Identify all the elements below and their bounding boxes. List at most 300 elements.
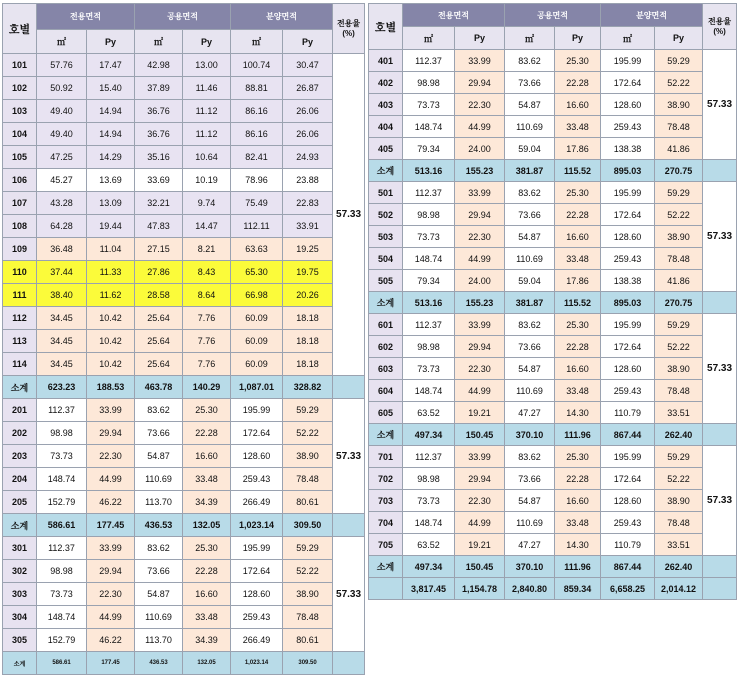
sale-py: 41.86 [655,138,703,160]
unit-number: 112 [3,307,37,330]
common-sqm: 83.62 [135,537,183,560]
common-sqm: 370.10 [505,424,555,446]
sqm-header: ㎡ [505,27,555,50]
sale-sqm: 128.60 [231,445,283,468]
sale-py: 309.50 [283,652,333,675]
exclusive-py: 44.99 [87,468,135,491]
unit-row [3,100,365,123]
common-sqm: 83.62 [505,182,555,204]
py-header: Py [87,30,135,54]
exclusive-py: 17.47 [87,54,135,77]
sale-sqm: 259.43 [231,468,283,491]
exclusive-sqm: 497.34 [403,424,455,446]
common-sqm: 83.62 [505,446,555,468]
unit-row [369,336,737,358]
exclusive-py: 29.94 [455,336,505,358]
sale-sqm: 867.44 [601,556,655,578]
common-py: 22.28 [555,72,601,94]
unit-number: 203 [3,445,37,468]
common-sqm: 113.70 [135,629,183,652]
common-py: 22.28 [183,560,231,583]
sale-sqm: 128.60 [601,490,655,512]
unit-number: 502 [369,204,403,226]
subtotal-row [369,424,737,446]
subtotal-ratio-blank [333,514,365,537]
exclusive-py: 11.62 [87,284,135,307]
common-py: 33.48 [183,468,231,491]
subtotal-row [3,514,365,537]
exclusive-py: 29.94 [455,204,505,226]
common-py: 16.60 [183,445,231,468]
common-sqm: 42.98 [135,54,183,77]
exclusive-py: 11.33 [87,261,135,284]
sale-sqm: 66.98 [231,284,283,307]
sale-py: 59.29 [655,50,703,72]
exclusive-sqm: 513.16 [403,292,455,314]
unit-number: 501 [369,182,403,204]
unit-row [3,215,365,238]
unit-number: 104 [3,123,37,146]
common-py: 10.19 [183,169,231,192]
sale-py: 23.88 [283,169,333,192]
sale-py: 78.48 [283,468,333,491]
unit-number: 205 [3,491,37,514]
exclusive-sqm: 98.98 [37,560,87,583]
exclusive-sqm: 148.74 [37,606,87,629]
unit-number: 505 [369,270,403,292]
unit-row [3,169,365,192]
common-sqm: 54.87 [505,94,555,116]
exclusive-sqm: 148.74 [403,248,455,270]
common-sqm: 54.87 [505,226,555,248]
exclusive-py: 29.94 [455,72,505,94]
exclusive-sqm: 148.74 [403,116,455,138]
common-sqm: 27.15 [135,238,183,261]
common-py: 16.60 [555,490,601,512]
common-sqm: 47.83 [135,215,183,238]
right-area-table [368,3,737,600]
unit-row [3,468,365,491]
subtotal-label: 소계 [3,376,37,399]
common-sqm: 381.87 [505,160,555,182]
exclusive-py: 29.94 [455,468,505,490]
common-sqm: 2,840.80 [505,578,555,600]
sale-sqm: 867.44 [601,424,655,446]
exclusive-py: 10.42 [87,330,135,353]
exclusive-py: 1,154.78 [455,578,505,600]
common-sqm: 25.64 [135,307,183,330]
sale-sqm: 138.38 [601,138,655,160]
unit-number: 605 [369,402,403,424]
left-table-body [3,4,365,675]
common-py: 132.05 [183,652,231,675]
exclusive-sqm: 152.79 [37,491,87,514]
unit-row [369,116,737,138]
py-header: Py [655,27,703,50]
exclusive-py: 44.99 [455,248,505,270]
unit-number: 305 [3,629,37,652]
unit-row [3,261,365,284]
unit-number: 101 [3,54,37,77]
exclusive-py: 29.94 [87,422,135,445]
sale-py: 270.75 [655,160,703,182]
unit-number: 602 [369,336,403,358]
sale-sqm: 259.43 [231,606,283,629]
common-py: 16.60 [555,358,601,380]
common-sqm: 36.76 [135,123,183,146]
exclusive-sqm: 98.98 [37,422,87,445]
sale-py: 52.22 [283,560,333,583]
subtotal-label: 소계 [369,556,403,578]
sale-sqm: 259.43 [601,248,655,270]
sale-sqm: 195.99 [231,537,283,560]
sale-sqm: 895.03 [601,160,655,182]
unit-row [3,629,365,652]
sale-py: 30.47 [283,54,333,77]
common-py: 7.76 [183,353,231,376]
sale-py: 59.29 [283,537,333,560]
common-sqm: 370.10 [505,556,555,578]
exclusive-py: 24.00 [455,138,505,160]
common-sqm: 73.66 [505,468,555,490]
unit-row [369,94,737,116]
common-py: 8.21 [183,238,231,261]
sale-py: 270.75 [655,292,703,314]
sale-sqm: 259.43 [601,380,655,402]
common-sqm: 32.21 [135,192,183,215]
subtotal-label: 소계 [3,514,37,537]
common-py: 111.96 [555,424,601,446]
common-sqm: 36.76 [135,100,183,123]
unit-row [369,138,737,160]
common-py: 22.28 [183,422,231,445]
exclusive-sqm: 36.48 [37,238,87,261]
exclusive-py: 14.29 [87,146,135,169]
exclusive-sqm: 34.45 [37,307,87,330]
sale-py: 59.29 [655,446,703,468]
sale-py: 59.29 [283,399,333,422]
sale-py: 52.22 [655,72,703,94]
common-sqm: 25.64 [135,330,183,353]
subtotal-label: 소계 [3,652,37,675]
sale-py: 52.22 [655,336,703,358]
exclusive-py: 46.22 [87,491,135,514]
common-py: 16.60 [183,583,231,606]
unit-row [369,490,737,512]
right-header-row-1 [369,4,737,27]
exclusive-sqm: 49.40 [37,123,87,146]
sale-sqm: 128.60 [231,583,283,606]
unit-row [369,468,737,490]
exclusive-ratio: 57.33 [703,182,737,292]
exclusive-py: 22.30 [87,445,135,468]
unit-row [369,72,737,94]
common-sqm: 110.69 [505,380,555,402]
exclusive-py: 14.94 [87,123,135,146]
unit-row [369,358,737,380]
subtotal-ratio-blank [333,652,365,675]
unit-number: 107 [3,192,37,215]
subtotal-ratio-blank [333,376,365,399]
common-sqm: 73.66 [135,422,183,445]
sale-py: 78.48 [655,512,703,534]
unit-number: 301 [3,537,37,560]
common-py: 25.30 [555,314,601,336]
unit-row [369,204,737,226]
exclusive-sqm: 63.52 [403,534,455,556]
sale-py: 24.93 [283,146,333,169]
exclusive-py: 33.99 [87,399,135,422]
common-sqm: 73.66 [135,560,183,583]
common-sqm: 73.66 [505,204,555,226]
exclusive-py: 15.40 [87,77,135,100]
unit-row [369,270,737,292]
common-py: 33.48 [555,248,601,270]
sale-sqm: 138.38 [601,270,655,292]
sale-py: 22.83 [283,192,333,215]
common-sqm: 35.16 [135,146,183,169]
unit-row [3,123,365,146]
exclusive-py: 10.42 [87,307,135,330]
sale-py: 38.90 [655,490,703,512]
exclusive-sqm: 148.74 [37,468,87,491]
common-sqm: 54.87 [135,445,183,468]
common-sqm: 73.66 [505,72,555,94]
unit-row [3,192,365,215]
sale-py: 33.91 [283,215,333,238]
common-py: 22.28 [555,336,601,358]
exclusive-sqm: 3,817.45 [403,578,455,600]
exclusive-py: 177.45 [87,514,135,537]
unit-number: 703 [369,490,403,512]
common-py: 17.86 [555,270,601,292]
common-py: 14.30 [555,402,601,424]
exclusive-py: 22.30 [455,226,505,248]
sale-py: 38.90 [283,583,333,606]
sale-sqm: 82.41 [231,146,283,169]
exclusive-sqm: 63.52 [403,402,455,424]
left-header-row-1 [3,4,365,30]
unit-number: 202 [3,422,37,445]
unit-number: 113 [3,330,37,353]
unit-row [369,50,737,72]
exclusive-sqm: 43.28 [37,192,87,215]
exclusive-sqm: 34.45 [37,330,87,353]
exclusive-sqm: 34.45 [37,353,87,376]
py-header: Py [183,30,231,54]
unit-row [369,512,737,534]
sale-py: 18.18 [283,353,333,376]
exclusive-ratio: 57.33 [333,54,365,376]
sale-py: 26.87 [283,77,333,100]
exclusive-py: 150.45 [455,556,505,578]
sale-sqm: 195.99 [601,314,655,336]
common-sqm: 463.78 [135,376,183,399]
unit-row [3,238,365,261]
exclusive-py: 33.99 [455,314,505,336]
sale-sqm: 6,658.25 [601,578,655,600]
unit-number: 604 [369,380,403,402]
sale-py: 19.75 [283,261,333,284]
common-py: 7.76 [183,307,231,330]
sqm-header: ㎡ [135,30,183,54]
sale-sqm: 60.09 [231,330,283,353]
common-py: 11.46 [183,77,231,100]
common-sqm: 110.69 [135,468,183,491]
common-py: 8.43 [183,261,231,284]
exclusive-area-header: 전용면적 [403,4,505,27]
unit-row [369,226,737,248]
unit-number: 701 [369,446,403,468]
sqm-header: ㎡ [601,27,655,50]
common-sqm: 83.62 [135,399,183,422]
common-sqm: 33.69 [135,169,183,192]
unit-row [3,399,365,422]
common-sqm: 25.64 [135,353,183,376]
exclusive-py: 24.00 [455,270,505,292]
unit-number: 504 [369,248,403,270]
unit-row [3,54,365,77]
sale-py: 38.90 [655,358,703,380]
exclusive-sqm: 152.79 [37,629,87,652]
exclusive-py: 29.94 [87,560,135,583]
sale-sqm: 75.49 [231,192,283,215]
common-py: 22.28 [555,204,601,226]
exclusive-py: 44.99 [87,606,135,629]
exclusive-sqm: 98.98 [403,468,455,490]
sale-py: 52.22 [655,468,703,490]
sale-py: 26.06 [283,123,333,146]
sale-sqm: 88.81 [231,77,283,100]
subtotal-row [369,292,737,314]
exclusive-sqm: 112.37 [403,314,455,336]
sale-py: 38.90 [283,445,333,468]
py-header: Py [555,27,601,50]
exclusive-sqm: 148.74 [403,512,455,534]
sale-py: 262.40 [655,424,703,446]
exclusive-sqm: 37.44 [37,261,87,284]
common-py: 115.52 [555,160,601,182]
exclusive-py: 33.99 [87,537,135,560]
exclusive-py: 33.99 [455,182,505,204]
subtotal-row [369,160,737,182]
sale-sqm: 65.30 [231,261,283,284]
sale-py: 52.22 [283,422,333,445]
unit-row [369,402,737,424]
sale-py: 78.48 [283,606,333,629]
sale-sqm: 128.60 [601,94,655,116]
sale-sqm: 128.60 [601,226,655,248]
exclusive-sqm: 112.37 [403,182,455,204]
exclusive-py: 46.22 [87,629,135,652]
unit-number: 404 [369,116,403,138]
exclusive-sqm: 112.37 [37,399,87,422]
sale-sqm: 172.64 [601,468,655,490]
common-py: 34.39 [183,629,231,652]
sale-sqm: 86.16 [231,123,283,146]
unit-row [3,606,365,629]
exclusive-py: 22.30 [87,583,135,606]
common-sqm: 47.27 [505,534,555,556]
sale-py: 78.48 [655,116,703,138]
sale-sqm: 195.99 [601,50,655,72]
exclusive-sqm: 98.98 [403,204,455,226]
unit-row [369,182,737,204]
sale-sqm: 172.64 [231,560,283,583]
sale-py: 38.90 [655,94,703,116]
exclusive-py: 177.45 [87,652,135,675]
exclusive-sqm: 112.37 [37,537,87,560]
exclusive-sqm: 73.73 [403,226,455,248]
ratio-header: 전용율(%) [333,4,365,54]
exclusive-sqm: 73.73 [37,583,87,606]
unit-number: 110 [3,261,37,284]
unit-number: 704 [369,512,403,534]
total-ratio-blank [703,578,737,600]
exclusive-py: 19.21 [455,402,505,424]
unit-number: 303 [3,583,37,606]
sale-sqm: 63.63 [231,238,283,261]
exclusive-sqm: 79.34 [403,138,455,160]
common-sqm: 83.62 [505,50,555,72]
unit-number: 108 [3,215,37,238]
exclusive-py: 14.94 [87,100,135,123]
exclusive-py: 44.99 [455,380,505,402]
sale-sqm: 100.74 [231,54,283,77]
common-py: 11.12 [183,100,231,123]
exclusive-sqm: 50.92 [37,77,87,100]
exclusive-sqm: 586.61 [37,652,87,675]
exclusive-py: 155.23 [455,160,505,182]
sale-py: 59.29 [655,314,703,336]
exclusive-py: 188.53 [87,376,135,399]
sale-sqm: 172.64 [601,72,655,94]
unit-number: 402 [369,72,403,94]
sale-py: 309.50 [283,514,333,537]
subtotal-ratio-blank [703,292,737,314]
sale-py: 2,014.12 [655,578,703,600]
common-py: 859.34 [555,578,601,600]
exclusive-sqm: 73.73 [403,94,455,116]
left-area-table [2,3,365,675]
common-sqm: 27.86 [135,261,183,284]
sqm-header: ㎡ [231,30,283,54]
unit-row [3,330,365,353]
exclusive-ratio: 57.33 [333,537,365,652]
sqm-header: ㎡ [37,30,87,54]
sale-sqm: 112.11 [231,215,283,238]
common-py: 111.96 [555,556,601,578]
sale-sqm: 195.99 [601,446,655,468]
exclusive-py: 150.45 [455,424,505,446]
sale-py: 80.61 [283,629,333,652]
subtotal-ratio-blank [703,160,737,182]
common-py: 25.30 [555,446,601,468]
unit-row [369,314,737,336]
subtotal-label: 소계 [369,160,403,182]
sale-py: 78.48 [655,248,703,270]
sale-sqm: 60.09 [231,307,283,330]
sale-sqm: 266.49 [231,491,283,514]
unit-number: 403 [369,94,403,116]
sale-py: 38.90 [655,226,703,248]
exclusive-py: 33.99 [455,446,505,468]
subtotal-ratio-blank [703,556,737,578]
exclusive-py: 19.21 [455,534,505,556]
unit-row [369,380,737,402]
unit-row [369,248,737,270]
sale-sqm: 259.43 [601,512,655,534]
